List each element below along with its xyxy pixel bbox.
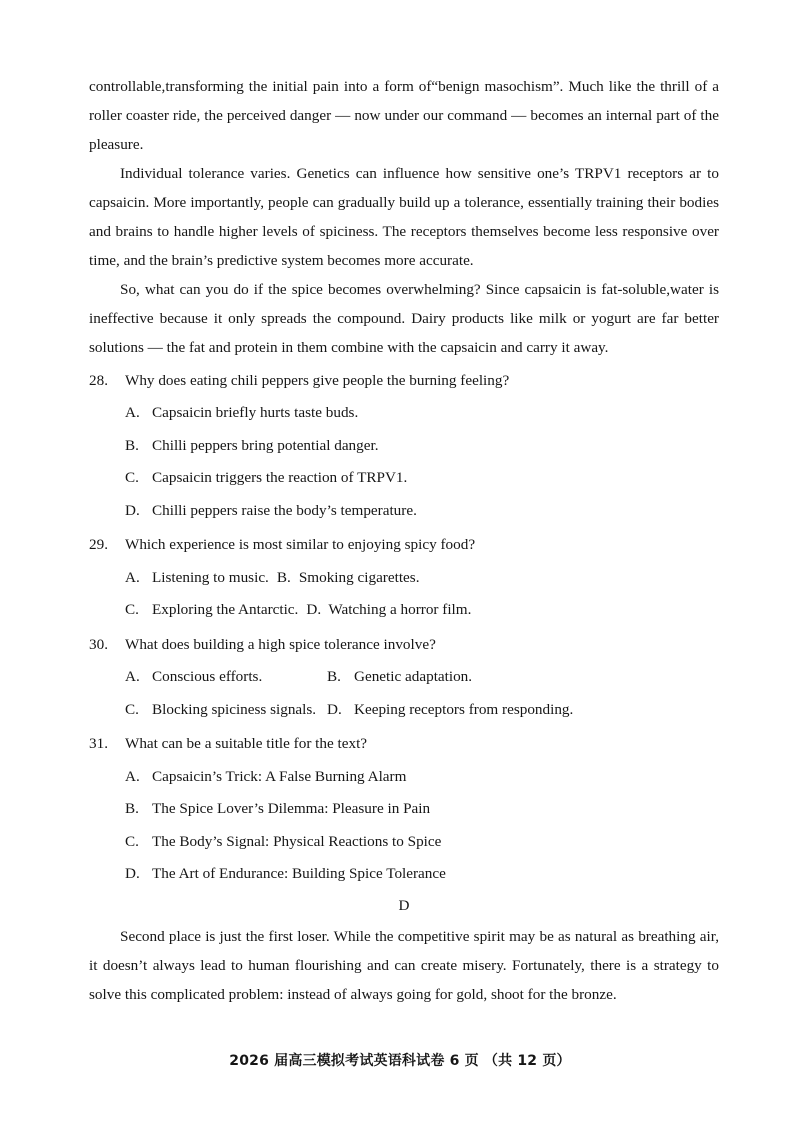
option-letter: A. (125, 568, 140, 586)
option-c[interactable] (125, 695, 327, 724)
option-letter: D. (125, 501, 140, 519)
option-a[interactable] (125, 398, 358, 427)
option-row (89, 462, 719, 495)
option-letter: B. (125, 436, 139, 454)
option-d[interactable] (306, 595, 471, 624)
option-d[interactable] (125, 859, 446, 888)
passage-c-paragraph-1: controllable,transforming the initial pain into a form of“benign masochism”. Much like the thrill of a roller coaster ride, the perceived danger — now under our command — becomes an internal part of the pleasure. (89, 78, 719, 153)
option-text: Conscious efforts. (152, 668, 263, 686)
option-b[interactable] (125, 431, 379, 460)
option-c[interactable] (125, 463, 407, 492)
option-b[interactable] (277, 563, 420, 592)
option-a[interactable] (125, 662, 327, 691)
passage-c-paragraph-2: Individual tolerance varies. Genetics can influence how sensitive one’s TRPV1 receptors ar to capsaicin. More importantly, people can gradually build up a tolerance, essentially training their bodies and brains to handle higher levels of spiciness. The receptors themselves become less responsive over time, and the brain’s predictive system becomes more accurate. (89, 165, 719, 269)
option-a[interactable] (125, 762, 406, 791)
option-letter: A. (125, 668, 140, 686)
passage-c (89, 72, 719, 362)
exam-body (89, 72, 719, 1009)
option-text: Exploring the Antarctic. (152, 601, 299, 619)
passage-d-label: D (398, 897, 410, 914)
option-text: Watching a horror film. (328, 601, 472, 619)
question-29 (89, 529, 719, 627)
option-text: Capsaicin’s Trick: A False Burning Alarm (152, 767, 407, 785)
option-letter: C. (125, 601, 139, 619)
option-text: Keeping receptors from responding. (354, 700, 574, 718)
passage-d (89, 922, 719, 1009)
option-d[interactable] (327, 695, 573, 724)
passage-d-paragraph-1: Second place is just the first loser. While the competitive spirit may be as natural as breathing air, it doesn’t always lead to human flourishing and can create misery. Fortunately, there is a strategy to solve this complicated problem: instead of always going for gold, shoot for the bronze. (89, 928, 719, 1003)
option-letter: A. (125, 404, 140, 422)
option-letter: C. (125, 469, 139, 487)
option-text: Chilli peppers raise the body’s temperature. (152, 501, 417, 519)
option-letter: A. (125, 767, 140, 785)
question-stem: What does building a high spice tolerance involve? (125, 635, 436, 653)
option-text: Blocking spiciness signals. (152, 700, 317, 718)
question-stem: What can be a suitable title for the text? (125, 735, 368, 753)
question-number: 30. (89, 635, 108, 653)
option-row (89, 858, 719, 891)
question-30 (89, 628, 719, 726)
option-text: Genetic adaptation. (354, 668, 473, 686)
option-text: The Spice Lover’s Dilemma: Pleasure in Pain (152, 800, 431, 818)
option-b[interactable] (327, 662, 472, 691)
option-letter: C. (125, 832, 139, 850)
option-text: The Body’s Signal: Physical Reactions to Spice (152, 832, 442, 850)
option-c[interactable] (125, 827, 441, 856)
option-letter: D. (306, 601, 322, 619)
option-letter: B. (327, 668, 341, 686)
option-row (89, 661, 719, 694)
option-letter: D. (125, 865, 140, 883)
page-footer: 2026 届高三模拟考试英语科试卷 6 页 （共 12 页） (229, 1053, 571, 1069)
option-row (89, 693, 719, 726)
passage-c-paragraph-3: So, what can you do if the spice becomes overwhelming? Since capsaicin is fat-soluble,water is ineffective because it only spreads the compound. Dairy products like milk or yogurt are far better solutions — the fat and protein in them combine with the capsaicin and carry it away. (89, 281, 719, 356)
option-d[interactable] (125, 496, 417, 525)
option-row (89, 429, 719, 462)
option-text: Chilli peppers bring potential danger. (152, 436, 379, 454)
question-number: 29. (89, 536, 108, 554)
option-text: Listening to music. (152, 568, 269, 586)
option-text: Capsaicin briefly hurts taste buds. (152, 404, 359, 422)
option-letter: C. (125, 700, 139, 718)
option-letter: B. (125, 800, 139, 818)
option-row (89, 825, 719, 858)
question-28 (89, 364, 719, 527)
question-31 (89, 728, 719, 891)
option-row (89, 397, 719, 430)
question-number: 31. (89, 735, 108, 753)
option-letter: D. (327, 700, 342, 718)
option-text: Smoking cigarettes. (298, 568, 420, 586)
option-b[interactable] (125, 794, 430, 823)
option-c[interactable] (125, 595, 298, 624)
question-number: 28. (89, 371, 108, 389)
option-row (89, 760, 719, 793)
option-text: The Art of Endurance: Building Spice Tolerance (152, 865, 446, 883)
option-row (89, 494, 719, 527)
option-row (89, 594, 719, 627)
option-text: Capsaicin triggers the reaction of TRPV1. (152, 469, 408, 487)
question-stem: Why does eating chili peppers give people the burning feeling? (125, 371, 510, 389)
question-stem: Which experience is most similar to enjoying spicy food? (125, 536, 476, 554)
option-a[interactable] (125, 563, 269, 592)
option-row (89, 793, 719, 826)
option-row (89, 561, 719, 594)
option-letter: B. (276, 568, 291, 586)
